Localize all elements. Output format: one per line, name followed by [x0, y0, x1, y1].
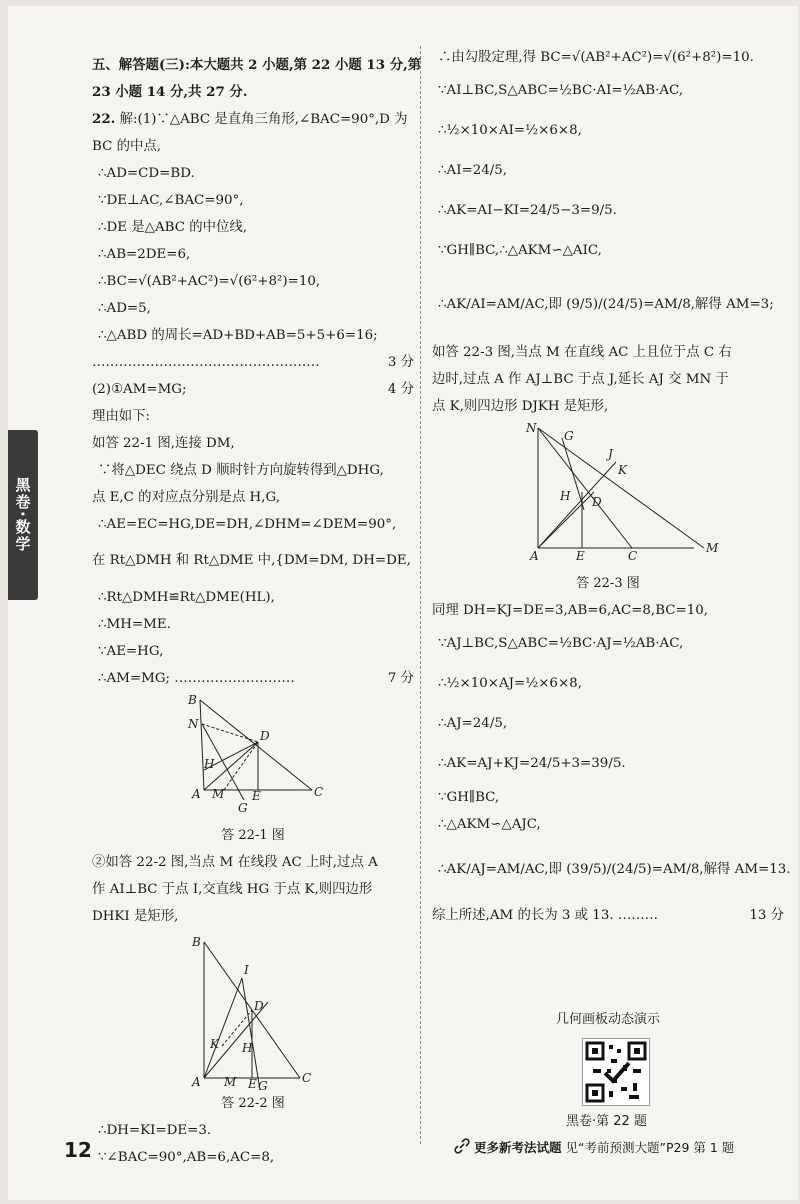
solution-line: ∴Rt△DMH≌Rt△DME(HL), — [98, 590, 275, 605]
svg-text:G: G — [564, 429, 574, 443]
svg-text:B: B — [188, 693, 197, 707]
figure-caption: 答 22-3 图 — [576, 576, 640, 591]
solution-line: 边时,过点 A 作 AJ⊥BC 于点 J,延长 AJ 交 MN 于 — [432, 372, 729, 387]
svg-text:D: D — [592, 495, 602, 509]
solution-line: 理由如下: — [92, 409, 151, 424]
svg-text:M: M — [212, 787, 225, 801]
section-header-cont: 23 小题 14 分,共 27 分. — [92, 84, 248, 100]
svg-text:E: E — [248, 1077, 257, 1090]
qr-caption: 几何画板动态演示 — [556, 1012, 661, 1027]
svg-text:M: M — [706, 541, 719, 555]
solution-line: ∴△AKM∽△AJC, — [438, 817, 541, 832]
solution-line: ∴MH=ME. — [98, 617, 171, 632]
figure-22-1 — [92, 692, 414, 822]
solution-line: ∴AJ=24/5, — [438, 716, 508, 731]
solution-line: ∵DE⊥AC,∠BAC=90°, — [98, 193, 244, 208]
svg-text:M: M — [224, 1075, 237, 1089]
section-header: 五、解答题(三):本大题共 2 小题,第 22 小题 13 分,第 — [92, 57, 422, 73]
footer-note — [454, 1135, 786, 1159]
solution-line: BC 的中点, — [92, 139, 162, 154]
solution-line: ∴DH=KI=DE=3. — [98, 1123, 212, 1138]
solution-line: 点 K,则四边形 DJKH 是矩形, — [432, 399, 609, 414]
svg-text:A: A — [192, 1075, 201, 1089]
svg-text:K: K — [210, 1037, 219, 1051]
svg-text:C: C — [314, 785, 324, 799]
solution-line: ②如答 22-2 图,当点 M 在线段 AC 上时,过点 A — [92, 855, 378, 870]
svg-text:E: E — [576, 549, 585, 563]
solution-line: ∵GH∥BC,∴△AKM∽△AIC, — [438, 243, 602, 258]
svg-text:C: C — [302, 1071, 312, 1085]
footer-ref: 见“考前预测大题”P29 第 1 题 — [565, 1140, 735, 1155]
solution-line: ∴AB=2DE=6, — [98, 247, 191, 262]
solution-line: 点 E,C 的对应点分别是点 H,G, — [92, 490, 280, 505]
solution-line: ∵GH∥BC, — [438, 790, 500, 805]
solution-line: ∴BC=√(AB²+AC²)=√(6²+8²)=10, — [98, 274, 321, 289]
svg-text:B: B — [192, 935, 201, 949]
svg-text:E: E — [252, 789, 261, 803]
solution-line: ∵AE=HG, — [98, 644, 164, 659]
score-line: …………………………………………… 3 分 — [92, 355, 414, 370]
svg-text:G: G — [238, 801, 248, 815]
side-tab: 黑卷·数学 — [8, 430, 38, 600]
solution-line: ∴AK/AJ=AM/AC,即 (39/5)/(24/5)=AM/8,解得 AM=13. — [438, 862, 791, 877]
solution-line: ∴AD=CD=BD. — [98, 166, 195, 181]
svg-text:D: D — [260, 729, 270, 743]
solution-line: ∴½×10×AI=½×6×8, — [438, 123, 582, 138]
solution-line: 在 Rt△DMH 和 Rt△DME 中,{DM=DM, DH=DE, — [92, 553, 411, 568]
right-column — [432, 44, 791, 929]
svg-text:N: N — [526, 421, 537, 435]
question-number: 22. — [92, 111, 116, 127]
solution-line: ∴AI=24/5, — [438, 163, 508, 178]
solution-line: 同理 DH=KJ=DE=3,AB=6,AC=8,BC=10, — [432, 603, 709, 618]
solution-line: ∴½×10×AJ=½×6×8, — [438, 676, 582, 691]
solution-line: ∴AK=AI−KI=24/5−3=9/5. — [438, 203, 617, 218]
solution-line: ∵AJ⊥BC,S△ABC=½BC·AJ=½AB·AC, — [438, 636, 684, 651]
solution-line: ∴DE 是△ABC 的中位线, — [98, 220, 248, 235]
qr-code-icon[interactable] — [582, 1038, 650, 1106]
svg-text:H: H — [560, 489, 571, 503]
column-divider — [420, 46, 421, 1144]
figure-caption: 答 22-2 图 — [221, 1096, 285, 1111]
solution-line: (2)①AM=MG; 4 分 — [92, 382, 414, 397]
solution-line: ∴AK/AI=AM/AC,即 (9/5)/(24/5)=AM/8,解得 AM=3; — [438, 297, 774, 312]
solution-line: 22. 解:(1)∵△ABC 是直角三角形,∠BAC=90°,D 为 — [92, 111, 408, 127]
figure-22-3 — [432, 420, 784, 570]
solution-line: ∴△ABD 的周长=AD+BD+AB=5+5+6=16; — [98, 328, 378, 343]
svg-text:I: I — [244, 963, 249, 977]
solution-line: ∵∠BAC=90°,AB=6,AC=8, — [98, 1150, 275, 1165]
solution-line: ∴AD=5, — [98, 301, 151, 316]
svg-text:K: K — [618, 463, 627, 477]
solution-line: ∴由勾股定理,得 BC=√(AB²+AC²)=√(6²+8²)=10. — [438, 50, 754, 65]
solution-line: DHKI 是矩形, — [92, 909, 179, 924]
solution-line: 如答 22-3 图,当点 M 在直线 AC 上且位于点 C 右 — [432, 345, 732, 360]
score-line: 综上所述,AM 的长为 3 或 13. ……… 13 分 — [432, 908, 784, 923]
solution-line: ∵AI⊥BC,S△ABC=½BC·AI=½AB·AC, — [438, 83, 684, 98]
footer-lead: 更多新考法试题 — [474, 1140, 562, 1155]
svg-text:G: G — [258, 1079, 268, 1090]
svg-text:A: A — [192, 787, 201, 801]
svg-text:H: H — [204, 757, 215, 771]
solution-line: ∵将△DEC 绕点 D 顺时针方向旋转得到△DHG, — [98, 463, 384, 478]
svg-text:C: C — [628, 549, 638, 563]
link-icon — [454, 1138, 470, 1157]
svg-text:D: D — [254, 999, 264, 1013]
score-line: ∴AM=MG; ……………………… 7 分 — [98, 671, 414, 686]
solution-line: 作 AI⊥BC 于点 I,交直线 HG 于点 K,则四边形 — [92, 882, 373, 897]
solution-line: ∴AK=AJ+KJ=24/5+3=39/5. — [438, 756, 626, 771]
svg-text:N: N — [188, 717, 199, 731]
figure-22-2 — [92, 930, 414, 1090]
svg-text:H: H — [242, 1041, 253, 1055]
solution-line: ∴AE=EC=HG,DE=DH,∠DHM=∠DEM=90°, — [98, 517, 397, 532]
page-number: 12 — [64, 1138, 92, 1162]
svg-text:A: A — [530, 549, 539, 563]
qr-label: 黑卷·第 22 题 — [566, 1114, 647, 1129]
solution-line: 如答 22-1 图,连接 DM, — [92, 436, 235, 451]
svg-text:J: J — [608, 447, 613, 461]
figure-caption: 答 22-1 图 — [221, 828, 285, 843]
left-column — [92, 52, 422, 1171]
